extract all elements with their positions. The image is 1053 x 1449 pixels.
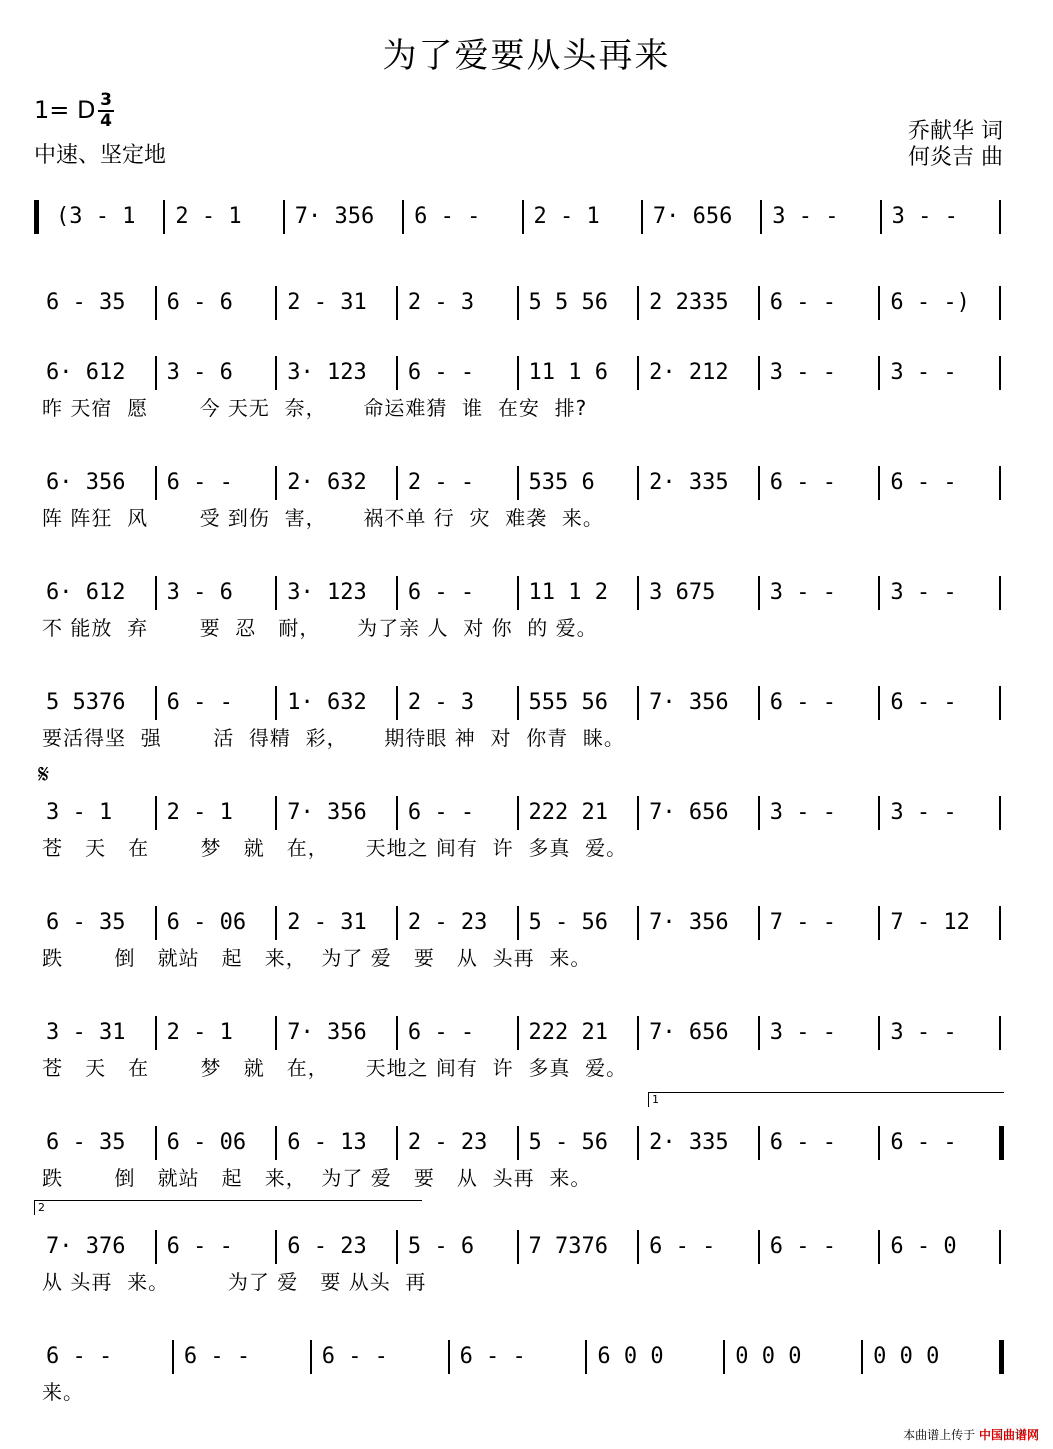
barline [155,466,157,500]
barline [275,906,277,940]
measure: 2· 632 [287,470,367,495]
lyric-line: 昨 天宿 愿 今 天无 奈， 命运难猜 谁 在安 排? [42,396,588,420]
barline [878,1016,880,1050]
measure: 6 - - [183,1344,251,1369]
final-barline [999,1126,1004,1160]
measure: 6 - - [769,690,836,715]
measure: 3 - - [769,800,836,825]
measure: (3 - 1 [56,204,136,229]
measure: 6 - 23 [287,1234,367,1259]
measure: 7 - 12 [890,910,970,935]
measure: 2 - 3 [407,690,475,715]
barline [585,1340,587,1374]
measure: 2 - 31 [287,290,367,315]
measure: 6 - - [46,1344,113,1369]
barline [396,906,398,940]
measure: 2 - 3 [407,290,475,315]
barline [155,796,157,830]
barline [275,796,277,830]
measure: 5 - 56 [528,1130,608,1155]
barline [637,466,639,500]
lyric-line: 从 头再 来。 为了 爱 要 从头 再 [42,1270,427,1294]
page-title: 为了爱要从头再来 [382,36,671,76]
barline [275,466,277,500]
barline [172,1340,174,1374]
barline [758,286,760,320]
measure: 6 - 06 [166,910,247,935]
time-signature-denominator: 4 [100,111,112,131]
measure: 6 - - [769,290,836,315]
measure: 6 - - [890,690,957,715]
measure: 2 - 1 [175,204,242,229]
barline [396,576,398,610]
volta-label-1: 1 [652,1093,659,1106]
measure: 6· 612 [46,580,126,605]
measure: 2 - 1 [533,204,600,229]
lyric-line: 苍 天 在 梦 就 在， 天地之 间有 许 多真 爱。 [42,836,628,860]
barline [517,286,519,320]
composer-credit: 何炎吉 曲 [908,145,1003,170]
time-signature [98,92,114,130]
measure: 6 - 0 [890,1234,957,1259]
measure: 6 - - [321,1344,388,1369]
barline [637,906,639,940]
barline [155,1230,157,1264]
lyric-line: 阵 阵狂 风 受 到伤 害， 祸不单 行 灾 难袭 来。 [42,506,604,530]
barline [155,576,157,610]
score-system [34,200,1009,250]
barline [758,1230,760,1264]
barline [396,1230,398,1264]
barline [999,906,1001,940]
measure: 3 - - [890,580,957,605]
barline [275,576,277,610]
measure: 6· 612 [46,360,126,385]
barline [637,1230,639,1264]
barline [396,796,398,830]
barline [396,686,398,720]
barline [758,686,760,720]
measure: 3 - - [769,580,836,605]
barline [999,466,1001,500]
measure: 6 - - [890,470,957,495]
measure: 6 - 13 [287,1130,367,1155]
barline [396,1016,398,1050]
barline [155,1016,157,1050]
barline [861,1340,863,1374]
measure: 6 - - [407,1020,475,1045]
footer-prefix: 本曲谱上传于 [903,1428,976,1442]
measure: 7· 376 [46,1234,126,1259]
measure: 6 - 35 [46,1130,126,1155]
measure: 7· 656 [649,1020,729,1045]
barline [517,1016,519,1050]
barline [637,356,639,390]
measure: 6 - - [414,204,481,229]
barline [517,1126,519,1160]
measure: 7· 356 [287,1020,367,1045]
barline [522,200,524,234]
measure: 6 - 35 [46,290,126,315]
barline [999,576,1001,610]
barline [155,286,157,320]
barline [999,286,1001,320]
barline [517,906,519,940]
measure: 0 0 0 [735,1344,802,1369]
barline [155,1126,157,1160]
barline [517,796,519,830]
measure: 7 7376 [528,1234,608,1259]
measure: 2 - 23 [407,910,488,935]
barline [878,286,880,320]
measure: 3 - - [769,360,836,385]
measure: 6 - - [769,1234,836,1259]
segno-sign: 𝄋 [38,760,50,790]
barline [637,1126,639,1160]
measure: 2· 335 [649,470,729,495]
barline [999,686,1001,720]
tempo-marking: 中速、坚定地 [34,143,167,168]
measure: 3 675 [649,580,716,605]
barline [878,686,880,720]
measure: 3· 123 [287,580,367,605]
barline [275,1016,277,1050]
barline [723,1340,725,1374]
measure: 2 - 23 [407,1130,488,1155]
volta-label-2: 2 [38,1201,45,1214]
barline [878,576,880,610]
barline [163,200,165,234]
barline [310,1340,312,1374]
measure: 6 - - [649,1234,716,1259]
volta-bracket-1 [648,1092,1004,1107]
measure: 6 - - [407,800,475,825]
barline [999,1230,1001,1264]
measure: 1· 632 [287,690,367,715]
measure: 5 5 56 [528,290,608,315]
score-system [34,286,1009,336]
measure: 6 - 6 [166,290,233,315]
measure: 3· 123 [287,360,367,385]
barline [155,356,157,390]
lyricist-credit: 乔献华 词 [908,119,1003,144]
barline [517,1230,519,1264]
barline [637,1016,639,1050]
time-signature-numerator: 3 [100,90,112,110]
barline [517,686,519,720]
barline [155,686,157,720]
lyric-line: 苍 天 在 梦 就 在， 天地之 间有 许 多真 爱。 [42,1056,628,1080]
measure: 6 - - [769,1130,836,1155]
barline [878,906,880,940]
barline [275,356,277,390]
measure: 6 - - [166,470,233,495]
barline [517,466,519,500]
barline [878,356,880,390]
barline [637,286,639,320]
barline [999,200,1001,234]
barline [878,466,880,500]
measure: 2 - 31 [287,910,367,935]
barline [999,796,1001,830]
barline [758,1126,760,1160]
measure: 3 - 31 [46,1020,126,1045]
measure: 6· 356 [46,470,126,495]
barline [637,796,639,830]
barline [517,356,519,390]
barline [760,200,762,234]
measure: 11 1 6 [528,360,608,385]
measure: 6 - -) [890,290,970,315]
measure: 7· 656 [649,800,729,825]
measure: 6 - - [769,470,836,495]
measure: 5 - 56 [528,910,608,935]
measure: 3 - - [890,800,957,825]
barline [878,1230,880,1264]
measure: 6 - - [166,690,233,715]
lyric-line: 跌 倒 就站 起 来， 为了 爱 要 从 头再 来。 [42,946,592,970]
barline [758,356,760,390]
measure: 7· 356 [649,690,729,715]
measure: 6 - - [890,1130,957,1155]
measure: 6 - - [407,580,475,605]
barline [275,1230,277,1264]
barline [396,286,398,320]
measure: 2 - 1 [166,800,233,825]
barline [880,200,882,234]
measure: 3 - - [891,204,958,229]
barline [878,1126,880,1160]
measure: 7· 356 [649,910,729,935]
measure: 5 5376 [46,690,126,715]
barline [758,906,760,940]
score-system [34,1340,1009,1390]
measure: 2 - 1 [166,1020,233,1045]
lyric-line: 来。 [42,1380,84,1404]
barline [396,1126,398,1160]
barline [155,906,157,940]
measure: 3 - - [890,360,957,385]
barline [758,576,760,610]
barline [637,576,639,610]
measure: 6 - 06 [166,1130,247,1155]
measure: 6 - - [459,1344,526,1369]
barline [758,796,760,830]
barline [758,466,760,500]
key-signature: 1= D [34,96,96,124]
barline [283,200,285,234]
measure: 7· 356 [294,204,375,229]
measure: 555 56 [528,690,608,715]
measure: 6 0 0 [597,1344,664,1369]
barline [396,356,398,390]
measure: 3 - - [769,1020,836,1045]
barline [641,200,643,234]
measure: 222 21 [528,800,608,825]
measure: 2 - - [407,470,475,495]
barline [396,466,398,500]
measure: 2 2335 [649,290,729,315]
measure: 3 - 6 [166,360,233,385]
lyric-line: 跌 倒 就站 起 来， 为了 爱 要 从 头再 来。 [42,1166,592,1190]
volta-bracket-2 [34,1200,422,1215]
barline [999,1016,1001,1050]
barline [637,686,639,720]
lyric-line: 不 能放 弃 要 忍 耐， 为了亲 人 对 你 的 爱。 [42,616,598,640]
barline [275,286,277,320]
measure: 7· 356 [287,800,367,825]
measure: 3 - - [772,204,839,229]
barline [275,686,277,720]
measure: 6 - - [166,1234,233,1259]
barline [517,576,519,610]
footer-credit [903,1426,1039,1443]
barline [275,1126,277,1160]
measure: 2· 335 [649,1130,729,1155]
measure: 6 - 35 [46,910,126,935]
measure: 3 - 6 [166,580,233,605]
lyric-line: 要活得坚 强 活 得精 彩， 期待眼 神 对 你青 睐。 [42,726,625,750]
measure: 222 21 [528,1020,608,1045]
measure: 7 - - [769,910,836,935]
footer-site: 中国曲谱网 [978,1428,1039,1442]
measure: 3 - 1 [46,800,113,825]
measure: 3 - - [890,1020,957,1045]
barline [999,356,1001,390]
measure: 535 6 [528,470,595,495]
measure: 11 1 2 [528,580,608,605]
measure: 0 0 0 [873,1344,940,1369]
barline [758,1016,760,1050]
final-barline [999,1340,1004,1374]
barline [402,200,404,234]
measure: 7· 656 [652,204,733,229]
barline [448,1340,450,1374]
measure: 6 - - [407,360,475,385]
repeat-start-barline [34,200,39,234]
measure: 5 - 6 [407,1234,475,1259]
barline [878,796,880,830]
measure: 2· 212 [649,360,729,385]
